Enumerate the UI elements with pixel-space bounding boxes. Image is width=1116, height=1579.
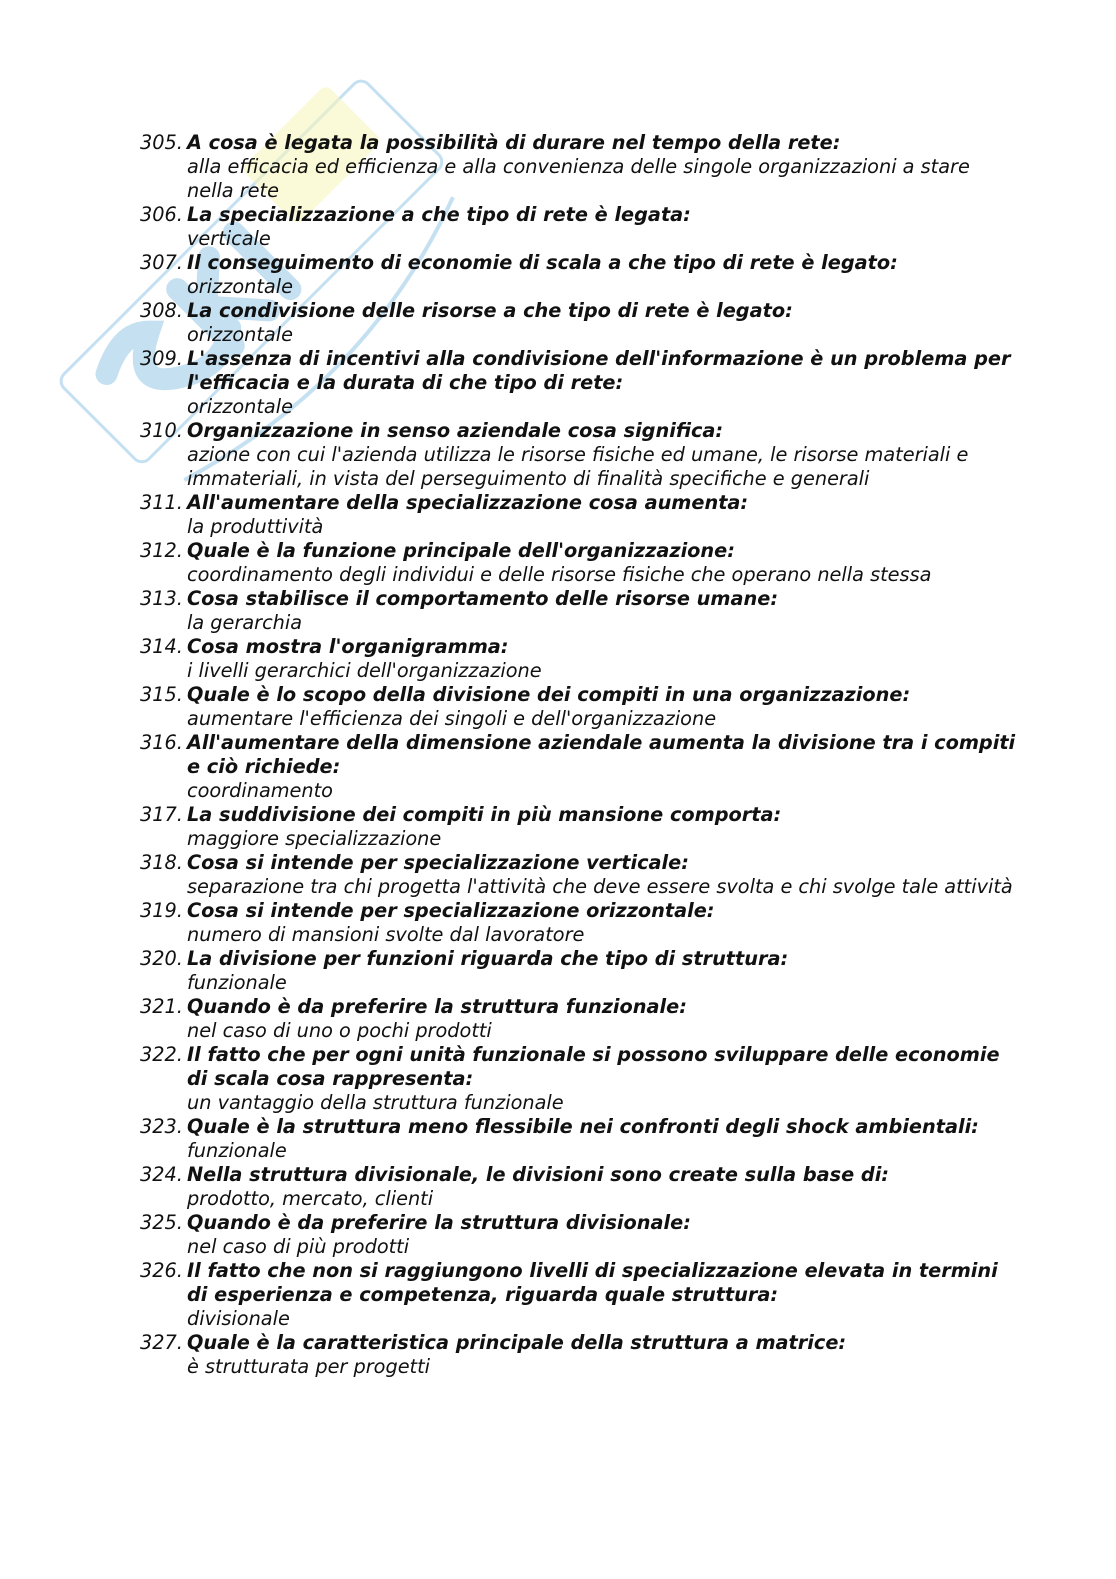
question-number: 310. bbox=[140, 419, 183, 442]
question-text: Il fatto che per ogni unità funzionale si possono sviluppare delle economie di scala cosa rappresenta: bbox=[187, 1043, 1000, 1090]
answer-text: numero di mansioni svolte dal lavoratore bbox=[187, 923, 585, 946]
answer-text: coordinamento degli individui e delle risorse fisiche che operano nella stessa bbox=[187, 563, 932, 586]
question-text: Il conseguimento di economie di scala a che tipo di rete è legato: bbox=[187, 251, 898, 274]
answer-text: verticale bbox=[187, 227, 271, 250]
question-text: All'aumentare della dimensione aziendale aumenta la divisione tra i compiti e ciò richiede: bbox=[187, 731, 1016, 778]
question-text: Cosa si intende per specializzazione verticale: bbox=[187, 851, 689, 874]
list-item bbox=[140, 1211, 1020, 1259]
question-text: La condivisione delle risorse a che tipo di rete è legato: bbox=[187, 299, 793, 322]
question-number: 324. bbox=[140, 1163, 183, 1186]
answer-text: nel caso di uno o pochi prodotti bbox=[187, 1019, 492, 1042]
question-text: Quando è da preferire la struttura divisionale: bbox=[187, 1211, 691, 1234]
list-item bbox=[140, 347, 1020, 419]
question-text: Quale è la struttura meno flessibile nei confronti degli shock ambientali: bbox=[187, 1115, 979, 1138]
question-number: 309. bbox=[140, 347, 183, 370]
question-number: 319. bbox=[140, 899, 183, 922]
list-item bbox=[140, 995, 1020, 1043]
list-item bbox=[140, 299, 1020, 347]
question-number: 327. bbox=[140, 1331, 183, 1354]
list-item bbox=[140, 731, 1020, 803]
answer-text: maggiore specializzazione bbox=[187, 827, 442, 850]
answer-text: nel caso di più prodotti bbox=[187, 1235, 410, 1258]
question-number: 320. bbox=[140, 947, 183, 970]
question-number: 305. bbox=[140, 131, 183, 154]
question-text: Cosa mostra l'organigramma: bbox=[187, 635, 509, 658]
question-list bbox=[140, 131, 1020, 1379]
question-number: 322. bbox=[140, 1043, 183, 1066]
question-text: La specializzazione a che tipo di rete è legata: bbox=[187, 203, 691, 226]
question-number: 316. bbox=[140, 731, 183, 754]
question-text: Quale è la funzione principale dell'organizzazione: bbox=[187, 539, 735, 562]
question-number: 314. bbox=[140, 635, 183, 658]
list-item bbox=[140, 587, 1020, 635]
answer-text: orizzontale bbox=[187, 323, 293, 346]
list-item bbox=[140, 491, 1020, 539]
list-item bbox=[140, 899, 1020, 947]
list-item bbox=[140, 851, 1020, 899]
question-text: Cosa stabilisce il comportamento delle risorse umane: bbox=[187, 587, 779, 610]
question-text: L'assenza di incentivi alla condivisione dell'informazione è un problema per l'efficacia e la durata di che tipo di rete: bbox=[187, 347, 1011, 394]
question-text: Quale è la caratteristica principale della struttura a matrice: bbox=[187, 1331, 847, 1354]
question-text: Quale è lo scopo della divisione dei compiti in una organizzazione: bbox=[187, 683, 911, 706]
question-text: Il fatto che non si raggiungono livelli di specializzazione elevata in termini di esperienza e competenza, riguarda quale struttura: bbox=[187, 1259, 998, 1306]
answer-text: orizzontale bbox=[187, 275, 293, 298]
list-item bbox=[140, 1163, 1020, 1211]
question-text: La suddivisione dei compiti in più mansione comporta: bbox=[187, 803, 782, 826]
question-text: All'aumentare della specializzazione cosa aumenta: bbox=[187, 491, 749, 514]
question-text: La divisione per funzioni riguarda che tipo di struttura: bbox=[187, 947, 789, 970]
question-number: 323. bbox=[140, 1115, 183, 1138]
list-item bbox=[140, 1331, 1020, 1379]
answer-text: i livelli gerarchici dell'organizzazione bbox=[187, 659, 542, 682]
question-text: Nella struttura divisionale, le divisioni sono create sulla base di: bbox=[187, 1163, 890, 1186]
answer-text: è strutturata per progetti bbox=[187, 1355, 431, 1378]
question-text: Organizzazione in senso aziendale cosa significa: bbox=[187, 419, 724, 442]
answer-text: funzionale bbox=[187, 1139, 287, 1162]
list-item bbox=[140, 419, 1020, 491]
list-item bbox=[140, 635, 1020, 683]
question-number: 315. bbox=[140, 683, 183, 706]
answer-text: la gerarchia bbox=[187, 611, 303, 634]
list-item bbox=[140, 131, 1020, 203]
answer-text: funzionale bbox=[187, 971, 287, 994]
question-text: Cosa si intende per specializzazione orizzontale: bbox=[187, 899, 715, 922]
question-number: 318. bbox=[140, 851, 183, 874]
question-number: 325. bbox=[140, 1211, 183, 1234]
question-number: 308. bbox=[140, 299, 183, 322]
list-item bbox=[140, 539, 1020, 587]
question-number: 326. bbox=[140, 1259, 183, 1282]
answer-text: azione con cui l'azienda utilizza le risorse fisiche ed umane, le risorse materiali e immateriali, in vista del perseguimento di finalità specifiche e generali bbox=[187, 443, 969, 490]
list-item bbox=[140, 251, 1020, 299]
answer-text: un vantaggio della struttura funzionale bbox=[187, 1091, 564, 1114]
list-item bbox=[140, 947, 1020, 995]
question-number: 306. bbox=[140, 203, 183, 226]
question-number: 311. bbox=[140, 491, 183, 514]
question-number: 317. bbox=[140, 803, 183, 826]
answer-text: alla efficacia ed efficienza e alla convenienza delle singole organizzazioni a stare nella rete bbox=[187, 155, 970, 202]
question-text: A cosa è legata la possibilità di durare nel tempo della rete: bbox=[187, 131, 841, 154]
answer-text: aumentare l'efficienza dei singoli e dell'organizzazione bbox=[187, 707, 717, 730]
list-item bbox=[140, 1115, 1020, 1163]
list-item bbox=[140, 1259, 1020, 1331]
question-text: Quando è da preferire la struttura funzionale: bbox=[187, 995, 687, 1018]
list-item bbox=[140, 1043, 1020, 1115]
question-number: 321. bbox=[140, 995, 183, 1018]
question-number: 313. bbox=[140, 587, 183, 610]
list-item bbox=[140, 683, 1020, 731]
question-number: 307. bbox=[140, 251, 183, 274]
list-item bbox=[140, 203, 1020, 251]
question-number: 312. bbox=[140, 539, 183, 562]
answer-text: la produttività bbox=[187, 515, 324, 538]
answer-text: prodotto, mercato, clienti bbox=[187, 1187, 434, 1210]
answer-text: coordinamento bbox=[187, 779, 333, 802]
answer-text: orizzontale bbox=[187, 395, 293, 418]
answer-text: divisionale bbox=[187, 1307, 290, 1330]
answer-text: separazione tra chi progetta l'attività che deve essere svolta e chi svolge tale attività bbox=[187, 875, 1013, 898]
list-item bbox=[140, 803, 1020, 851]
